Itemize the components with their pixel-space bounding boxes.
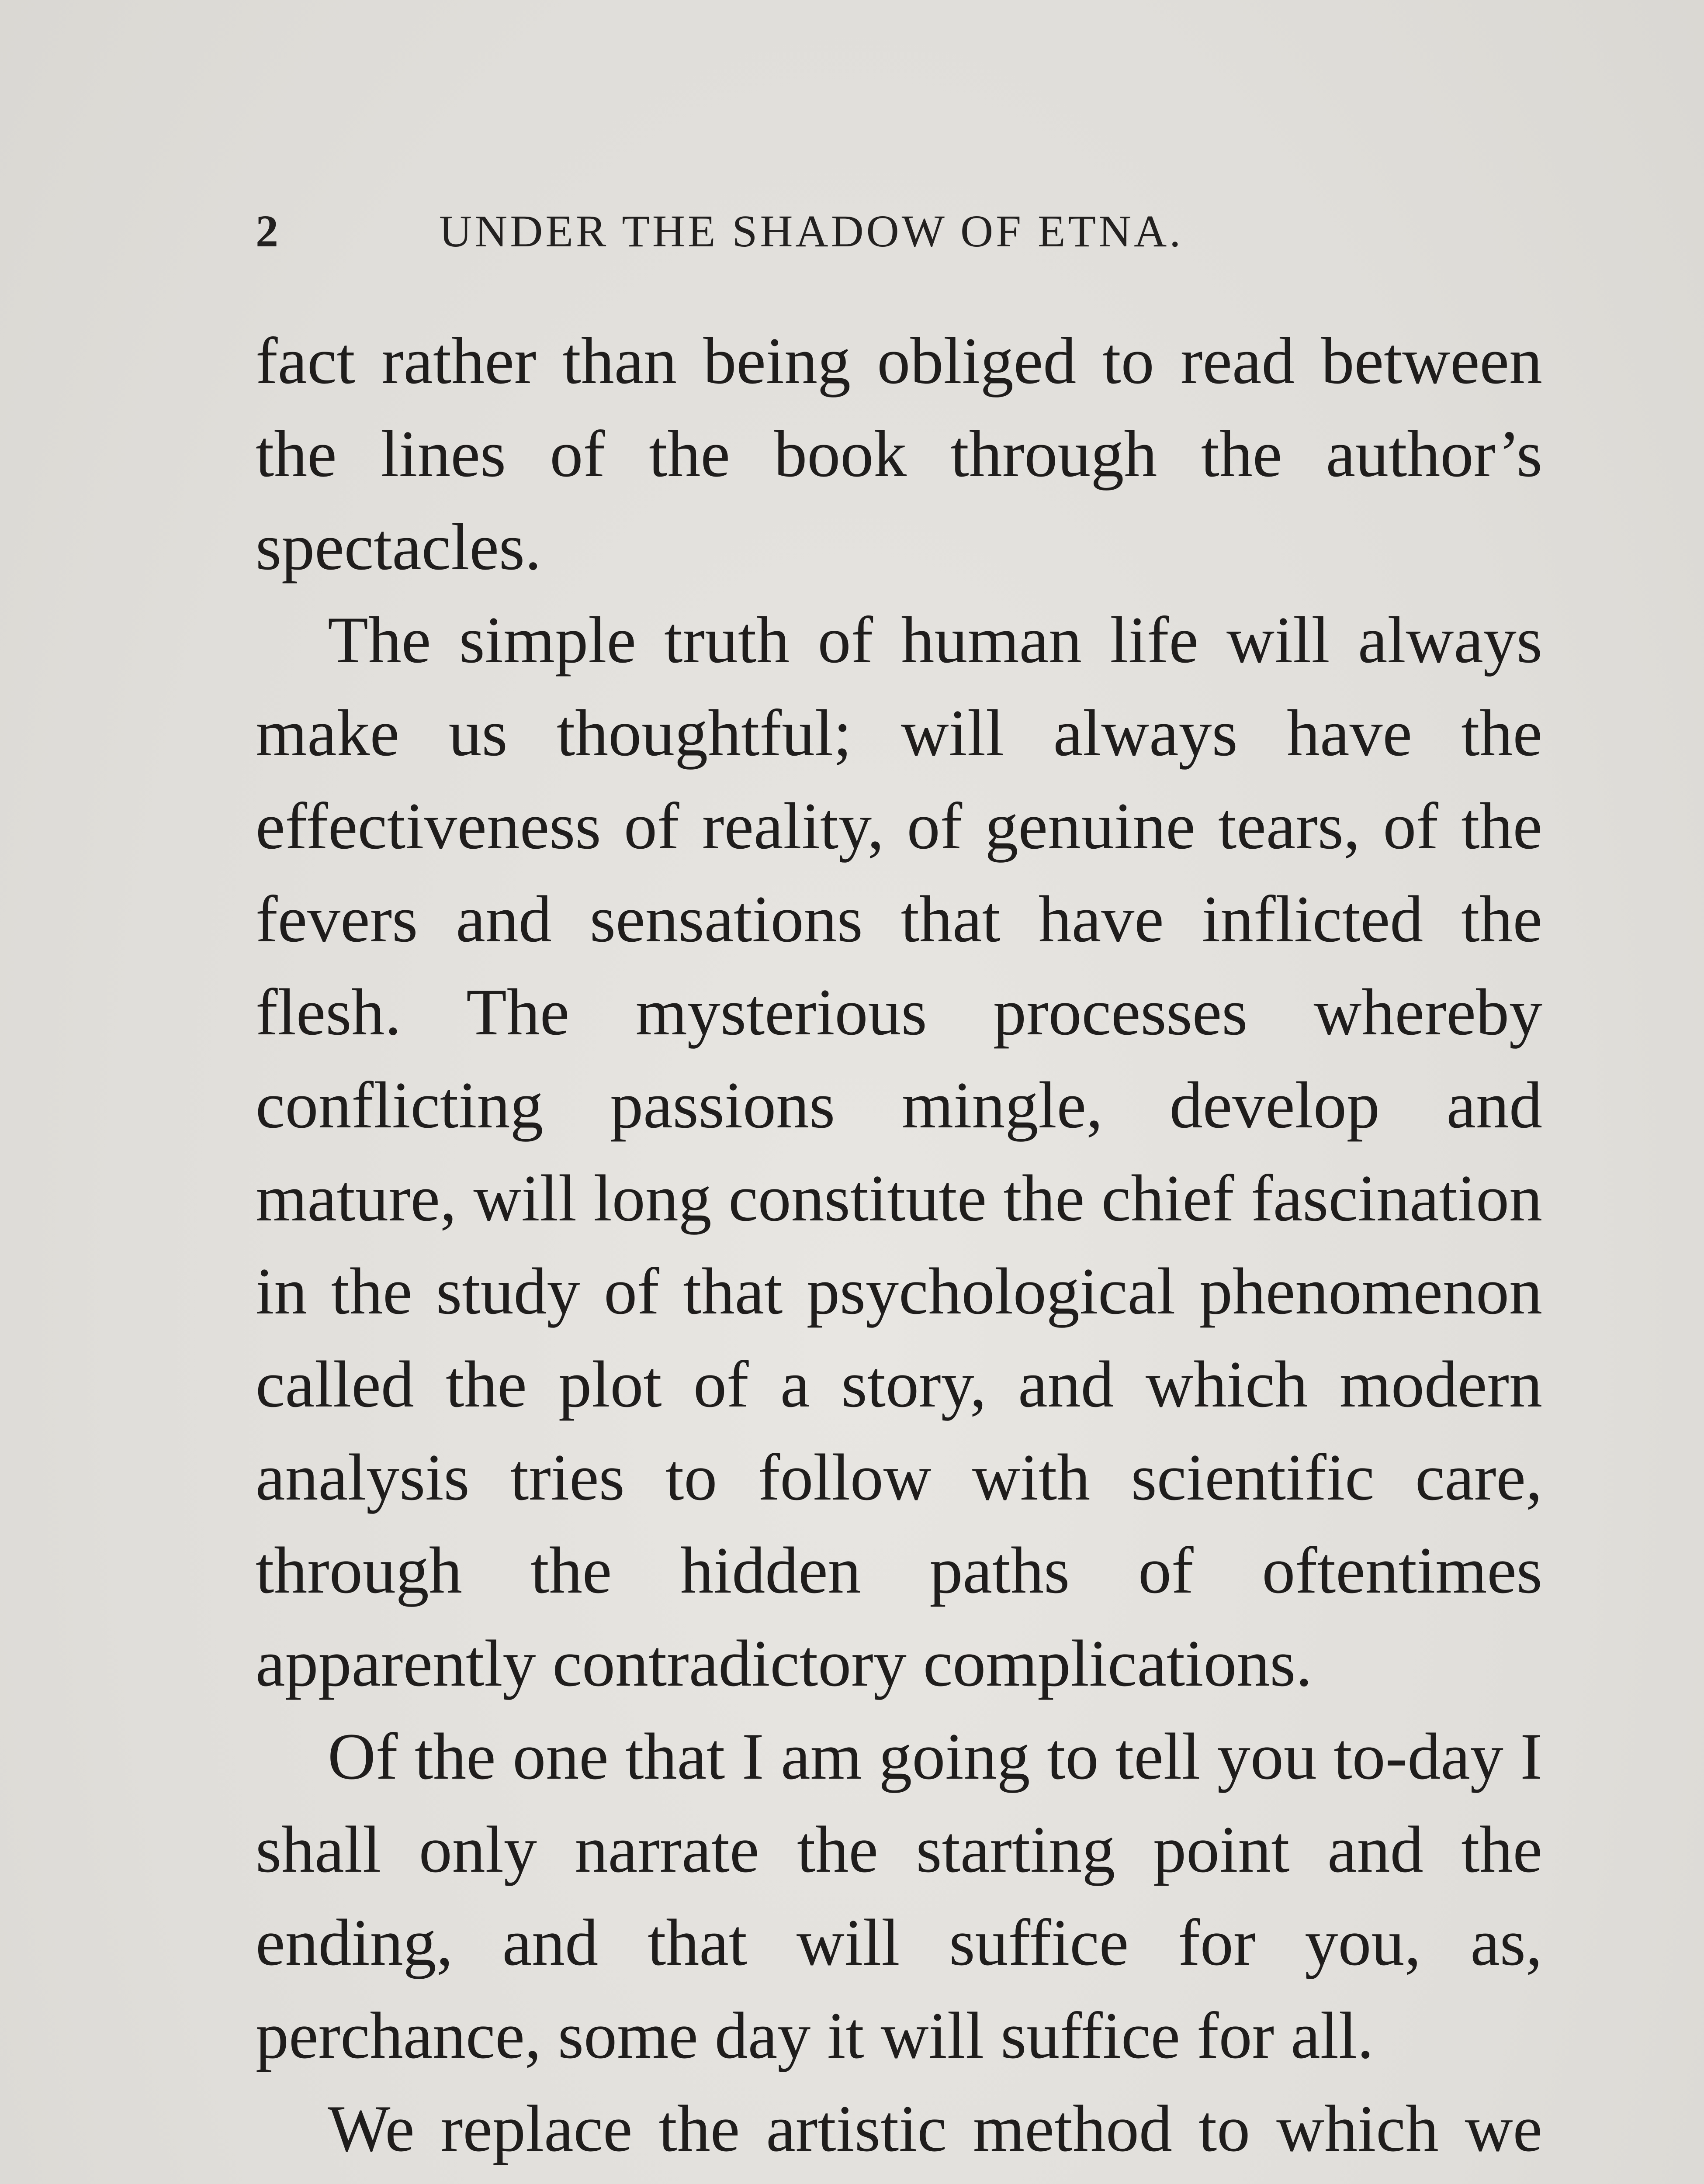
page-number: 2 xyxy=(256,206,281,256)
body-text xyxy=(256,314,1542,2184)
paragraph-artistic-method: We replace the artistic method to which we xyxy=(328,2092,1542,2165)
paragraph-simple-truth: The simple truth of human life will always make us thoughtful; will always have the effectiveness of reality, of genuine tears, of the fevers and sensations that have inflicted the flesh. The mysterious processes whereby conflicting passions mingle, develop and mature, will long constitute the chief fascination in the study of that psychological phenomenon called the plot of a story, and which modern analysis tries to follow with scientific care, through the hidden paths of oftentimes apparently contradictory complications. xyxy=(256,603,1542,1700)
paragraph-story-intro: Of the one that I am going to tell you to-day I shall only narrate the starting point and the ending, and that will suffice for you, as, perchance, some day it will suffice for all. xyxy=(256,1720,1542,2072)
paragraph-continuation: fact rather than being obliged to read between the lines of the book through the author’s spectacles. xyxy=(256,324,1542,584)
running-title: UNDER THE SHADOW OF ETNA. xyxy=(439,206,1184,256)
page-header xyxy=(256,199,1374,264)
